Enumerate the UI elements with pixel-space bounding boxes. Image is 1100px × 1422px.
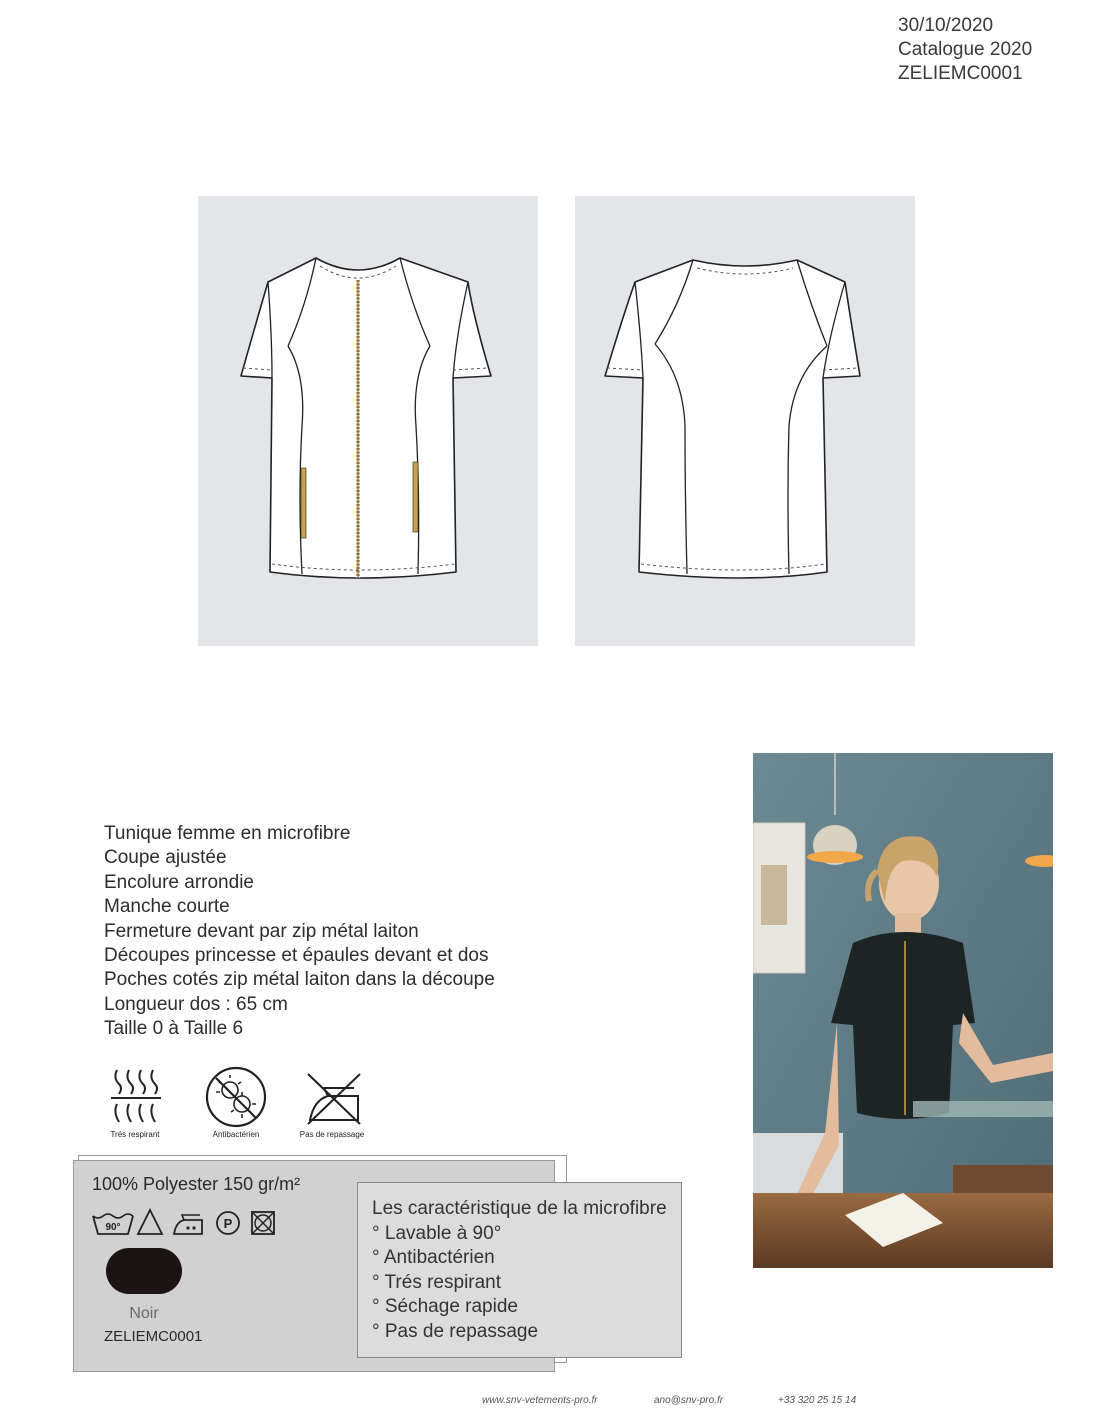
dryclean-p-icon xyxy=(217,1212,239,1234)
tunic-front-drawing xyxy=(198,196,538,646)
tunic-back-drawing xyxy=(575,196,915,646)
description-line: Manche courte xyxy=(104,896,230,918)
feature-item: ° Pas de repassage xyxy=(372,1320,539,1342)
document-meta xyxy=(898,14,1032,86)
dryclean-letter: P xyxy=(223,1216,233,1231)
description-line: Coupe ajustée xyxy=(104,847,227,869)
feature-item: ° Séchage rapide xyxy=(372,1296,518,1317)
antibacterial-icon xyxy=(204,1066,268,1128)
bleach-triangle-icon xyxy=(138,1210,162,1234)
property-no-ironing xyxy=(292,1066,372,1139)
color-name: Noir xyxy=(129,1305,159,1322)
product-photo xyxy=(753,753,1053,1268)
property-label: Trés respirant xyxy=(110,1130,160,1139)
description-line: Tunique femme en microfibre xyxy=(104,823,351,844)
property-antibacterial xyxy=(196,1066,276,1139)
description-line: Encolure arrondie xyxy=(104,871,254,893)
product-description xyxy=(104,822,495,1042)
care-symbols xyxy=(90,1208,290,1243)
catalogue-label: Catalogue 2020 xyxy=(898,39,1033,60)
description-line: Poches cotés zip métal laiton dans la découpe xyxy=(104,969,495,991)
no-ironing-icon xyxy=(300,1066,364,1128)
fabric-composition: 100% Polyester 150 gr/m² xyxy=(92,1174,301,1194)
feature-item: ° Lavable à 90° xyxy=(372,1222,502,1244)
description-line: Fermeture devant par zip métal laiton xyxy=(104,920,419,942)
feature-item: ° Antibactérien xyxy=(372,1247,495,1268)
microfibre-features-box xyxy=(357,1182,682,1358)
description-line: Longueur dos : 65 cm xyxy=(104,993,288,1015)
footer-phone: +33 320 25 15 14 xyxy=(778,1395,857,1406)
iron-two-dots-icon xyxy=(174,1215,202,1234)
footer-website[interactable]: www.snv-vetements-pro.fr xyxy=(482,1395,598,1406)
back-drawing-panel xyxy=(575,196,915,646)
property-label: Antibactérien xyxy=(212,1130,260,1139)
product-reference: ZELIEMC0001 xyxy=(898,63,1023,84)
footer-email[interactable]: ano@snv-pro.fr xyxy=(654,1395,724,1406)
property-label: Pas de repassage xyxy=(299,1130,365,1139)
wash-temperature: 90° xyxy=(105,1222,121,1233)
description-line: Découpes princesse et épaules devant et dos xyxy=(104,945,489,967)
document-date: 30/10/2020 xyxy=(898,15,994,36)
no-tumble-dry-icon xyxy=(252,1212,274,1234)
front-drawing-panel xyxy=(198,196,538,646)
features-title: Les caractéristique de la microfibre xyxy=(372,1198,667,1219)
fabric-reference: ZELIEMC0001 xyxy=(104,1328,203,1345)
wash-90-icon xyxy=(93,1214,133,1234)
feature-item: ° Trés respirant xyxy=(372,1271,502,1293)
breathable-icon xyxy=(103,1066,167,1128)
color-swatch xyxy=(106,1248,182,1294)
property-breathable xyxy=(95,1066,175,1139)
description-line: Taille 0 à Taille 6 xyxy=(104,1018,244,1040)
